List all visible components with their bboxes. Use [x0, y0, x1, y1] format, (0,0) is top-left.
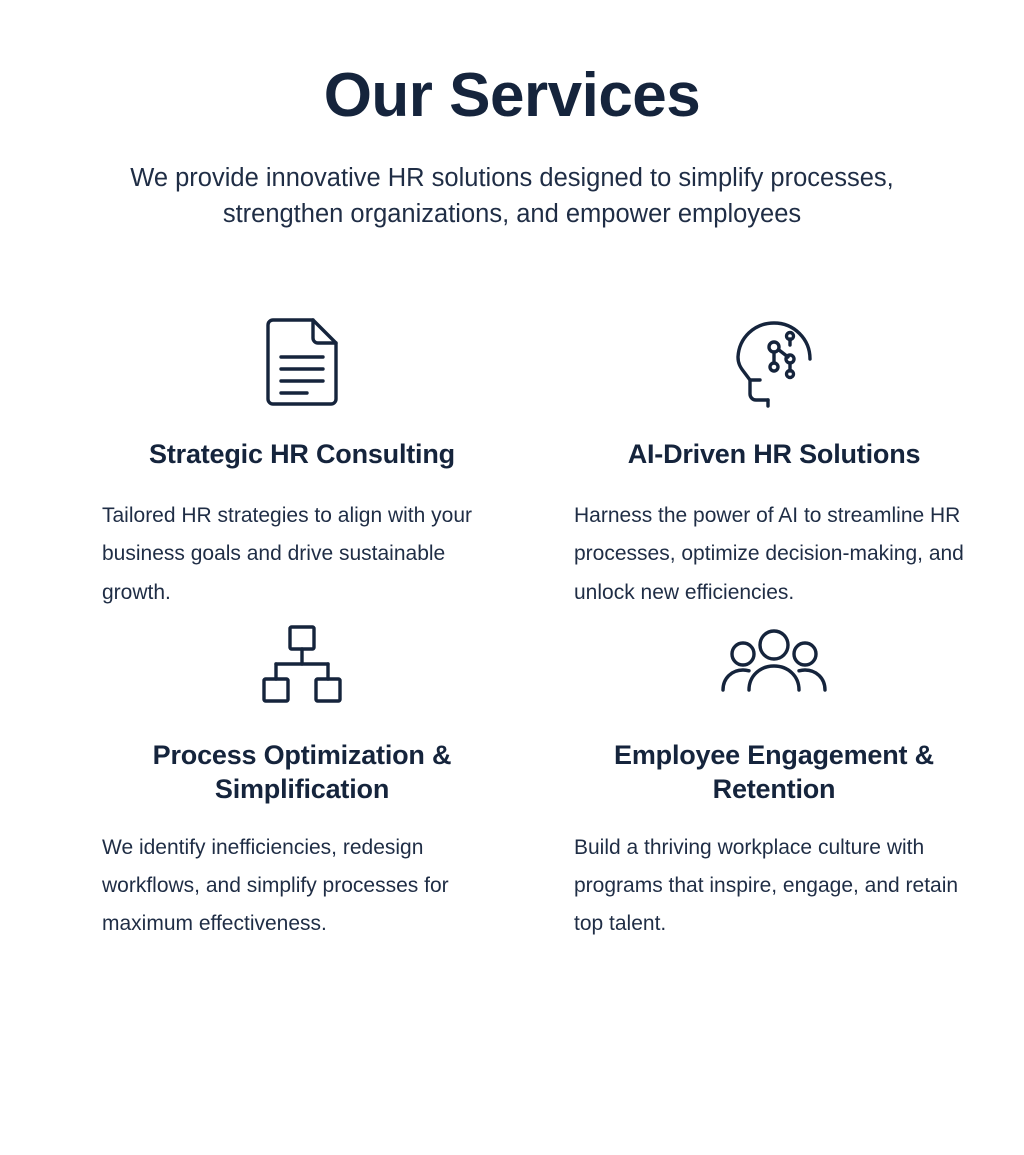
service-card-strategic-hr-consulting: [50, 311, 512, 612]
ai-brain-head-icon: [574, 311, 974, 415]
service-description: Tailored HR strategies to align with your business goals and drive sustainable growth.: [102, 504, 473, 604]
people-group-icon: [574, 612, 974, 716]
service-description: Build a thriving workplace culture with programs that inspire, engage, and retain top talent.: [574, 835, 959, 936]
service-title: Process Optimization & Simplification: [152, 739, 452, 805]
service-card-employee-engagement: [522, 612, 984, 944]
services-grid: [0, 311, 1024, 944]
service-description: Harness the power of AI to streamline HR processes, optimize decision-making, and unlock new efficiencies.: [574, 504, 964, 604]
section-header: [0, 0, 1024, 233]
service-title: Strategic HR Consulting: [149, 438, 455, 469]
page-title: Our Services: [323, 61, 701, 130]
service-card-ai-driven-hr-solutions: [522, 311, 984, 612]
section-subtitle: We provide innovative HR solutions designed to simplify processes, strengthen organizations, and empower employees: [130, 164, 894, 229]
document-icon: [102, 311, 502, 415]
service-description: We identify inefficiencies, redesign workflows, and simplify processes for maximum effectiveness.: [102, 835, 449, 936]
service-title: Employee Engagement & Retention: [614, 739, 934, 805]
service-card-process-optimization: [50, 612, 512, 944]
service-title: AI-Driven HR Solutions: [627, 438, 921, 469]
org-chart-icon: [102, 612, 502, 716]
